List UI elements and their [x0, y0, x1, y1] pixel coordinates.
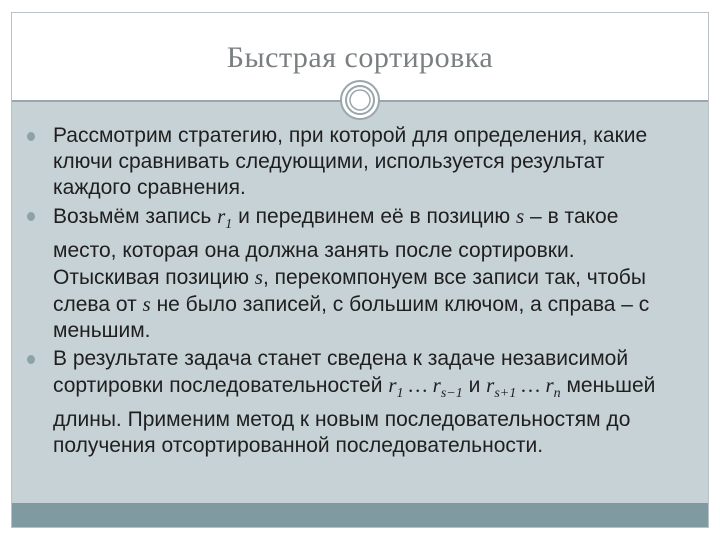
math-s: s	[516, 204, 525, 228]
bullet-text: В результате задача станет сведена к задаче независимой сортировки последовательностей	[53, 347, 629, 398]
bottom-band	[12, 503, 708, 527]
bullet-text: Рассмотрим стратегию, при которой для определения, какие ключи сравнивать следующими, используется результат каждого сравнения.	[53, 124, 648, 199]
bullet-text: Возьмём запись	[53, 205, 218, 228]
bullet-item: Возьмём запись $r_1$ и передвинем её в позицию s – в такое место, которая она должна занять после сортировки. Отыскивая позицию s, перекомпонуем все записи так, чтобы слева от s не было записей, с большим ключом, а справа – с меньшим.	[20, 203, 680, 344]
bullet-icon	[27, 355, 35, 364]
math-sequence-2: $r_{s+1}$ … $r_n$	[486, 373, 561, 402]
bullet-icon	[27, 212, 35, 221]
bullet-item: В результате задача станет сведена к задаче независимой сортировки последовательностей $r_1$ … $r_{s-1}$ и $r_{s+1}$ … $r_n$ меньшей длины. Применим метод к новым последовательностям до получения отсортированной последовательности.	[20, 346, 680, 459]
circle-ornament-icon	[339, 79, 381, 121]
bullet-item	[20, 123, 680, 201]
math-r1: $r_1$	[217, 204, 233, 233]
bullet-list	[20, 123, 680, 461]
bullet-icon	[27, 132, 35, 141]
math-s: s	[254, 265, 263, 290]
math-sequence-1: $r_1$ … $r_{s-1}$	[388, 373, 463, 402]
math-s: s	[142, 292, 151, 317]
slide-title: Быстрая сортировка	[226, 41, 494, 74]
